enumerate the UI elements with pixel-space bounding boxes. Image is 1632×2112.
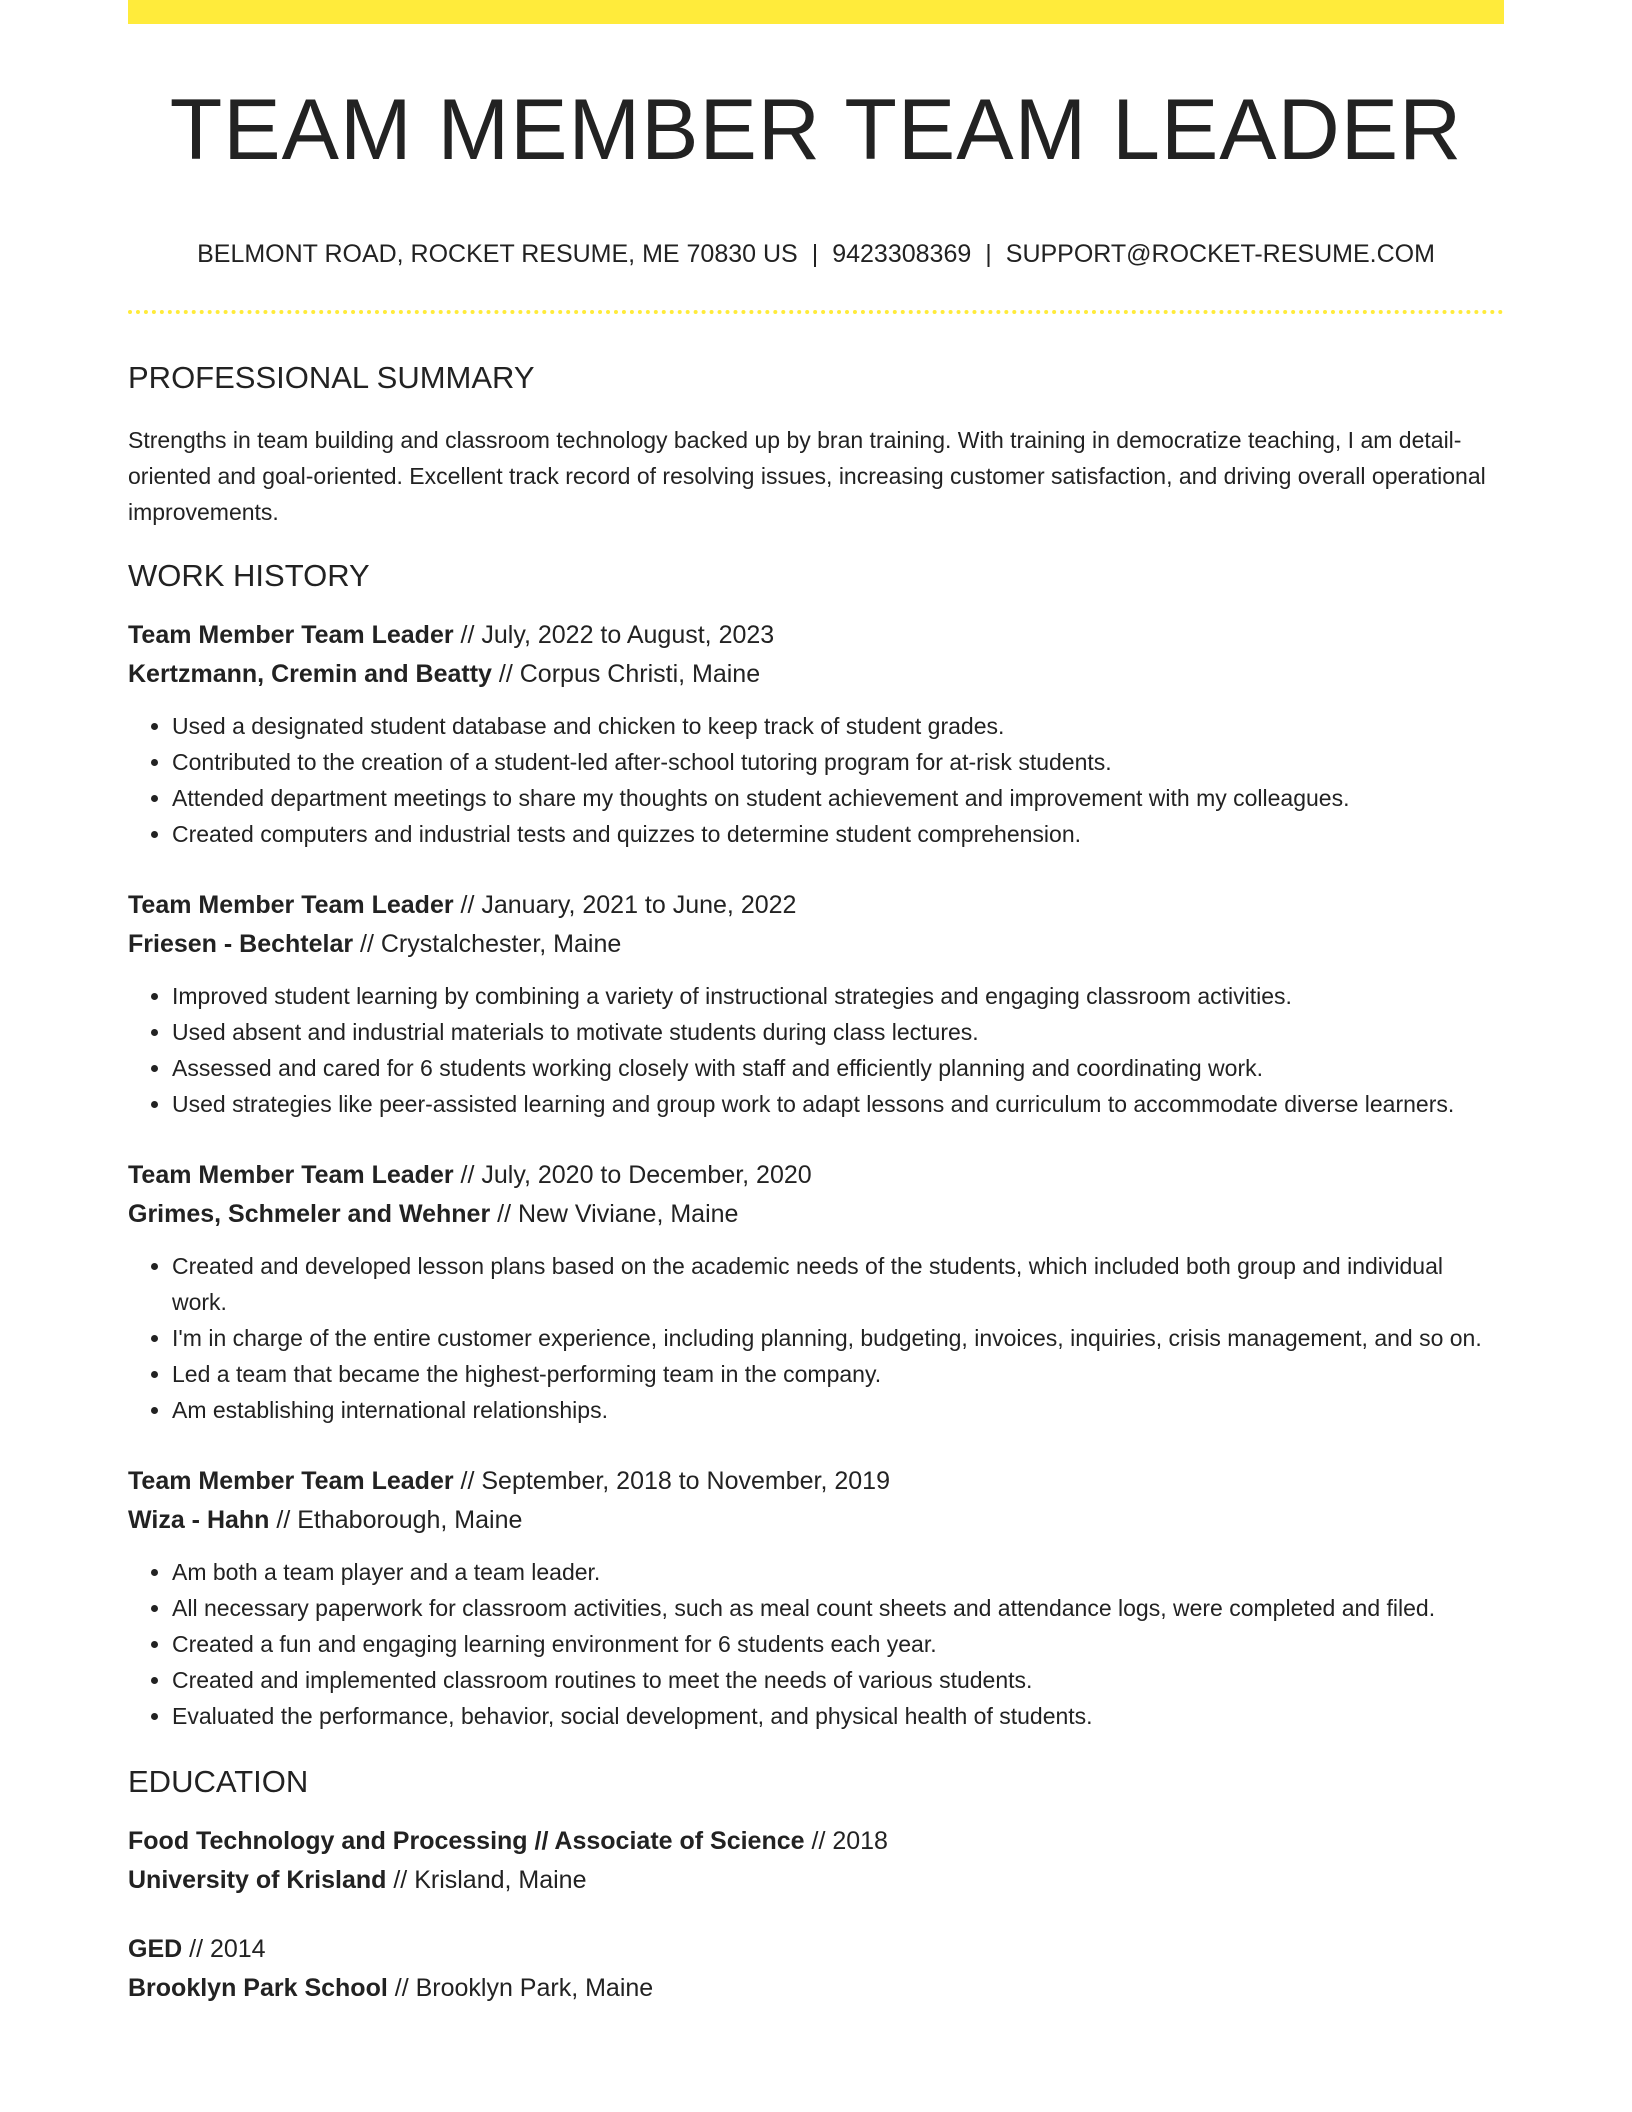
list-item: • Attended department meetings to share my thoughts on student achievement and improvement with my colleagues.: [172, 780, 1504, 816]
education-heading: EDUCATION: [128, 1764, 309, 1799]
job-bullets: [128, 1554, 1504, 1734]
job-dates: // July, 2022 to August, 2023: [453, 621, 775, 649]
job-company: Kertzmann, Cremin and Beatty: [128, 660, 492, 688]
accent-top-bar: [128, 0, 1504, 24]
job-entry: [128, 886, 1504, 1122]
job-entry: [128, 616, 1504, 852]
contact-email: SUPPORT@ROCKET-RESUME.COM: [1005, 240, 1435, 268]
education-degree-line: [128, 1930, 1504, 1969]
education-entry: [128, 1822, 1504, 1900]
list-item: • Improved student learning by combining a variety of instructional strategies and engaging classroom activities.: [172, 978, 1504, 1014]
job-role: Team Member Team Leader: [128, 891, 454, 919]
education-entry: [128, 1930, 1504, 2008]
job-entry: [128, 1462, 1504, 1734]
job-company-line: [128, 925, 1504, 964]
job-location: // Corpus Christi, Maine: [491, 660, 761, 688]
education-year: // 2014: [182, 1935, 266, 1963]
job-role: Team Member Team Leader: [128, 621, 454, 649]
job-bullets: [128, 1248, 1504, 1428]
job-title-line: [128, 1462, 1504, 1501]
job-entry: [128, 1156, 1504, 1428]
list-item: • Used strategies like peer-assisted learning and group work to adapt lessons and curriculum to accommodate diverse learners.: [172, 1086, 1504, 1122]
job-dates: // September, 2018 to November, 2019: [453, 1467, 890, 1495]
education-location: // Brooklyn Park, Maine: [387, 1974, 654, 2002]
contact-phone: 9423308369: [832, 240, 972, 268]
job-title-line: [128, 616, 1504, 655]
list-item: • Used absent and industrial materials to motivate students during class lectures.: [172, 1014, 1504, 1050]
list-item: • Am both a team player and a team leader.: [172, 1554, 1504, 1590]
education-degree: Food Technology and Processing // Associate of Science: [128, 1827, 805, 1855]
education-school-line: [128, 1969, 1504, 2008]
contact-separator: |: [811, 240, 819, 268]
job-company: Wiza - Hahn: [128, 1506, 270, 1534]
job-location: // New Viviane, Maine: [490, 1200, 739, 1228]
education-school-line: [128, 1861, 1504, 1900]
candidate-name: TEAM MEMBER TEAM LEADER: [169, 82, 1463, 178]
list-item: • Created and developed lesson plans based on the academic needs of the students, which included both group and individual work.: [172, 1248, 1504, 1320]
contact-separator: |: [985, 240, 992, 268]
list-item: • Evaluated the performance, behavior, social development, and physical health of students.: [172, 1698, 1504, 1734]
education-degree-line: [128, 1822, 1504, 1861]
list-item: • Created a fun and engaging learning environment for 6 students each year.: [172, 1626, 1504, 1662]
summary-heading: PROFESSIONAL SUMMARY: [128, 360, 535, 395]
job-title-line: [128, 1156, 1504, 1195]
list-item: • Created and implemented classroom routines to meet the needs of various students.: [172, 1662, 1504, 1698]
job-role: Team Member Team Leader: [128, 1161, 454, 1189]
job-bullets: [128, 978, 1504, 1122]
job-dates: // January, 2021 to June, 2022: [453, 891, 797, 919]
dotted-divider: [128, 310, 1504, 314]
job-location: // Ethaborough, Maine: [269, 1506, 523, 1534]
education-year: // 2018: [804, 1827, 888, 1855]
job-company-line: [128, 1195, 1504, 1234]
list-item: • Led a team that became the highest-performing team in the company.: [172, 1356, 1504, 1392]
job-company: Friesen - Bechtelar: [128, 930, 354, 958]
list-item: • I'm in charge of the entire customer experience, including planning, budgeting, invoices, inquiries, crisis management, and so on.: [172, 1320, 1504, 1356]
job-location: // Crystalchester, Maine: [353, 930, 622, 958]
job-role: Team Member Team Leader: [128, 1467, 454, 1495]
list-item: • All necessary paperwork for classroom activities, such as meal count sheets and attendance logs, were completed and filed.: [172, 1590, 1504, 1626]
education-degree: GED: [128, 1935, 183, 1963]
job-company: Grimes, Schmeler and Wehner: [128, 1200, 491, 1228]
list-item: • Used a designated student database and chicken to keep track of student grades.: [172, 708, 1504, 744]
contact-address: BELMONT ROAD, ROCKET RESUME, ME 70830 US: [197, 240, 798, 268]
list-item: • Assessed and cared for 6 students working closely with staff and efficiently planning and coordinating work.: [172, 1050, 1504, 1086]
education-school: Brooklyn Park School: [128, 1974, 388, 2002]
list-item: • Created computers and industrial tests and quizzes to determine student comprehension.: [172, 816, 1504, 852]
summary-text: Strengths in team building and classroom technology backed up by bran training. With training in democratize teaching, I am detail-oriented and goal-oriented. Excellent track record of resolving issues, increasing customer satisfaction, and driving overall operational improvements.: [128, 427, 1486, 525]
resume-page: [128, 0, 1504, 2008]
work-history-heading: WORK HISTORY: [128, 558, 370, 593]
education-location: // Krisland, Maine: [386, 1866, 587, 1894]
education-school: University of Krisland: [128, 1866, 387, 1894]
job-bullets: [128, 708, 1504, 852]
job-title-line: [128, 886, 1504, 925]
list-item: • Am establishing international relationships.: [172, 1392, 1504, 1428]
contact-line: [128, 238, 1504, 270]
list-item: • Contributed to the creation of a student-led after-school tutoring program for at-risk students.: [172, 744, 1504, 780]
job-company-line: [128, 655, 1504, 694]
job-dates: // July, 2020 to December, 2020: [453, 1161, 812, 1189]
job-company-line: [128, 1501, 1504, 1540]
